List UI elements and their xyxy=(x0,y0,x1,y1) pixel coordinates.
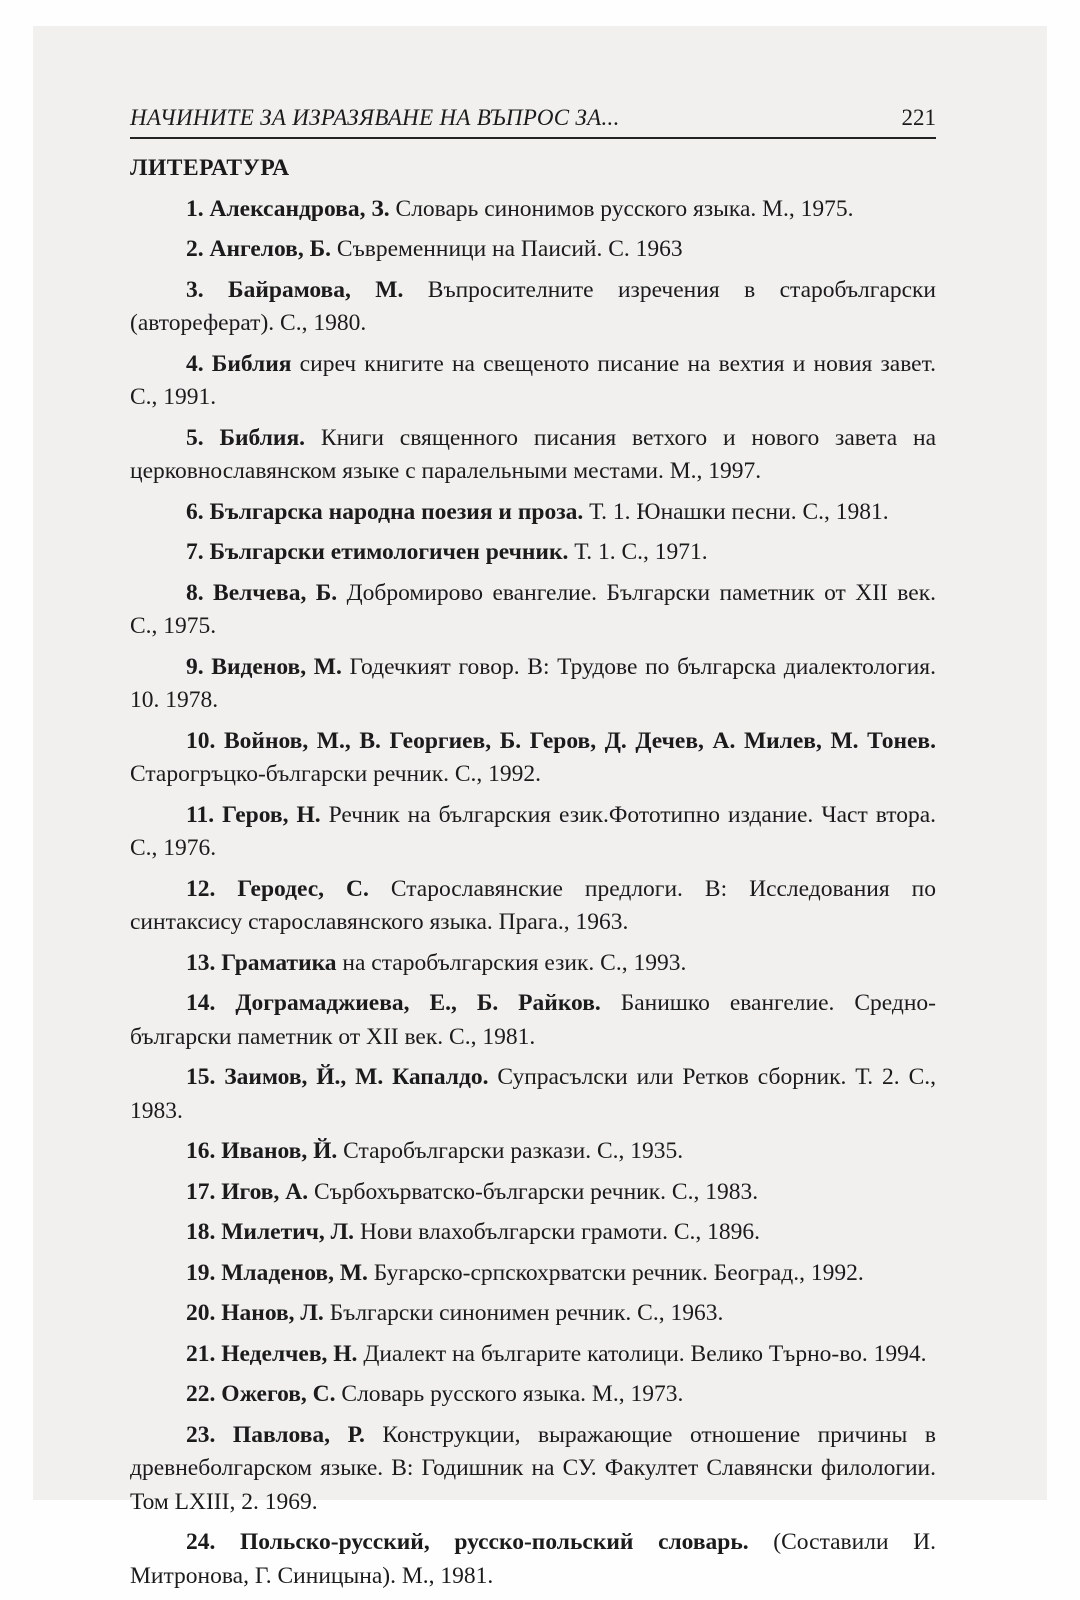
reference-text: Речник на българския език.Фототипно издание. Част втора. С., 1976. xyxy=(130,801,937,861)
reference-author: 11. Геров, Н. xyxy=(186,801,321,828)
reference-text: сиреч книгите на свещеното писание на вехтия и новия завет. С., 1991. xyxy=(130,350,936,410)
reference-author: 12. Геродес, С. xyxy=(186,875,369,902)
running-title: НАЧИНИТЕ ЗА ИЗРАЗЯВАНЕ НА ВЪПРОС ЗА... xyxy=(130,105,620,130)
reference-text: Старогръцко-български речник. С., 1992. xyxy=(130,761,542,787)
page-number: 221 xyxy=(901,105,936,130)
reference-text: Т. 1. С., 1971. xyxy=(568,539,708,565)
reference-entry xyxy=(130,536,936,570)
reference-author: 10. Войнов, М., В. Георгиев, Б. Геров, Д. Дечев, А. Милев, М. Тонев. xyxy=(186,727,936,754)
reference-author: 3. Байрамова, М. xyxy=(186,276,404,303)
reference-author: 21. Неделчев, Н. xyxy=(186,1340,358,1367)
reference-list xyxy=(130,193,936,1594)
reference-text: Годечкият говор. В: Трудове по българска диалектология. 10. 1978. xyxy=(130,653,936,713)
reference-author: 20. Нанов, Л. xyxy=(186,1300,324,1326)
reference-text: Добромирово евангелие. Български паметник от XII век. С., 1975. xyxy=(130,579,936,639)
reference-entry xyxy=(130,1061,936,1128)
reference-entry xyxy=(130,233,936,267)
reference-entry xyxy=(130,725,936,792)
reference-text: Конструкции, выражающие отношение причины в древнеболгарском языке. В: Годишник на СУ. Факултет Славянски филологии. Том LXIII, 2. 1969. xyxy=(130,1421,936,1515)
reference-text: Книги священного писания ветхого и нового завета на церковнославянском языке с паралельными местами. М., 1997. xyxy=(130,424,936,484)
reference-entry xyxy=(130,1257,936,1291)
reference-text: Словарь русского языка. М., 1973. xyxy=(335,1381,684,1407)
reference-author: 23. Павлова, Р. xyxy=(186,1421,365,1448)
reference-author: 7. Български етимологичен речник. xyxy=(186,539,569,565)
reference-entry xyxy=(130,873,936,940)
reference-entry xyxy=(130,987,936,1054)
reference-text: Нови влахобългарски грамоти. С., 1896. xyxy=(354,1219,761,1245)
reference-text: Т. 1. Юнашки песни. С., 1981. xyxy=(583,498,889,525)
running-header xyxy=(130,103,936,139)
reference-author: 6. Българска народна поезия и проза. xyxy=(186,498,584,525)
reference-author: 2. Ангелов, Б. xyxy=(186,236,332,262)
reference-entry xyxy=(130,422,936,489)
reference-entry xyxy=(130,274,936,341)
reference-entry xyxy=(130,1419,936,1520)
reference-text: Старобългарски разкази. С., 1935. xyxy=(337,1138,684,1164)
reference-entry xyxy=(130,1135,936,1169)
reference-author: 9. Виденов, М. xyxy=(186,653,342,680)
reference-author: 8. Велчева, Б. xyxy=(186,579,338,606)
reference-author: 5. Библия. xyxy=(186,424,306,451)
reference-entry xyxy=(130,1526,936,1593)
reference-author: 14. Дограмаджиева, Е., Б. Райков. xyxy=(186,990,601,1016)
reference-text: Словарь синонимов русского языка. М., 1975. xyxy=(389,195,854,222)
reference-entry xyxy=(130,799,936,866)
reference-text: Бугарско-српскохрватски речник. Београд., 1992. xyxy=(367,1259,864,1286)
reference-author: 18. Милетич, Л. xyxy=(186,1219,355,1245)
reference-text: (Составили И. Митронова, Г. Синицына). М., 1981. xyxy=(130,1529,937,1589)
reference-text: Старославянские предлоги. В: Исследования по синтаксису старославянского языка. Прага., 1963. xyxy=(130,875,936,935)
reference-author: 19. Младенов, М. xyxy=(186,1259,368,1286)
reference-author: 16. Иванов, Й. xyxy=(186,1138,338,1164)
reference-entry xyxy=(130,651,936,718)
reference-entry xyxy=(130,1216,936,1250)
reference-text: Банишко евангелие. Средно-български паметник от XII век. С., 1981. xyxy=(130,990,936,1050)
reference-entry xyxy=(130,193,936,227)
reference-text: Сърбохърватско-български речник. С., 1983. xyxy=(308,1178,759,1205)
reference-text: Въпросителните изречения в старобългарски (автореферат). С., 1980. xyxy=(130,276,936,336)
section-title: ЛИТЕРАТУРА xyxy=(130,155,290,181)
reference-entry xyxy=(130,348,936,415)
reference-entry xyxy=(130,577,936,644)
reference-entry xyxy=(130,1378,936,1412)
reference-text: Съвременници на Паисий. С. 1963 xyxy=(331,236,683,262)
reference-author: 15. Заимов, Й., М. Капалдо. xyxy=(186,1064,489,1090)
reference-author: 22. Ожегов, С. xyxy=(186,1381,336,1407)
reference-author: 1. Александрова, З. xyxy=(186,195,390,222)
reference-entry xyxy=(130,1338,936,1372)
reference-author: 17. Игов, А. xyxy=(186,1178,309,1205)
reference-entry xyxy=(130,1297,936,1331)
reference-text: на старобългарския език. С., 1993. xyxy=(336,949,687,976)
reference-text: Български синонимен речник. С., 1963. xyxy=(323,1300,724,1326)
reference-author: 4. Библия xyxy=(186,350,292,377)
reference-author: 24. Польско-русский, русско-польский словарь. xyxy=(186,1529,749,1555)
reference-entry xyxy=(130,496,936,530)
reference-text: Диалект на българите католици. Велико Търно-во. 1994. xyxy=(357,1340,927,1367)
reference-text: Супрасълски или Ретков сборник. Т. 2. С., 1983. xyxy=(130,1064,936,1124)
reference-entry xyxy=(130,1176,936,1210)
bibliography xyxy=(130,152,936,1600)
reference-author: 13. Граматика xyxy=(186,949,337,976)
reference-entry xyxy=(130,947,936,981)
